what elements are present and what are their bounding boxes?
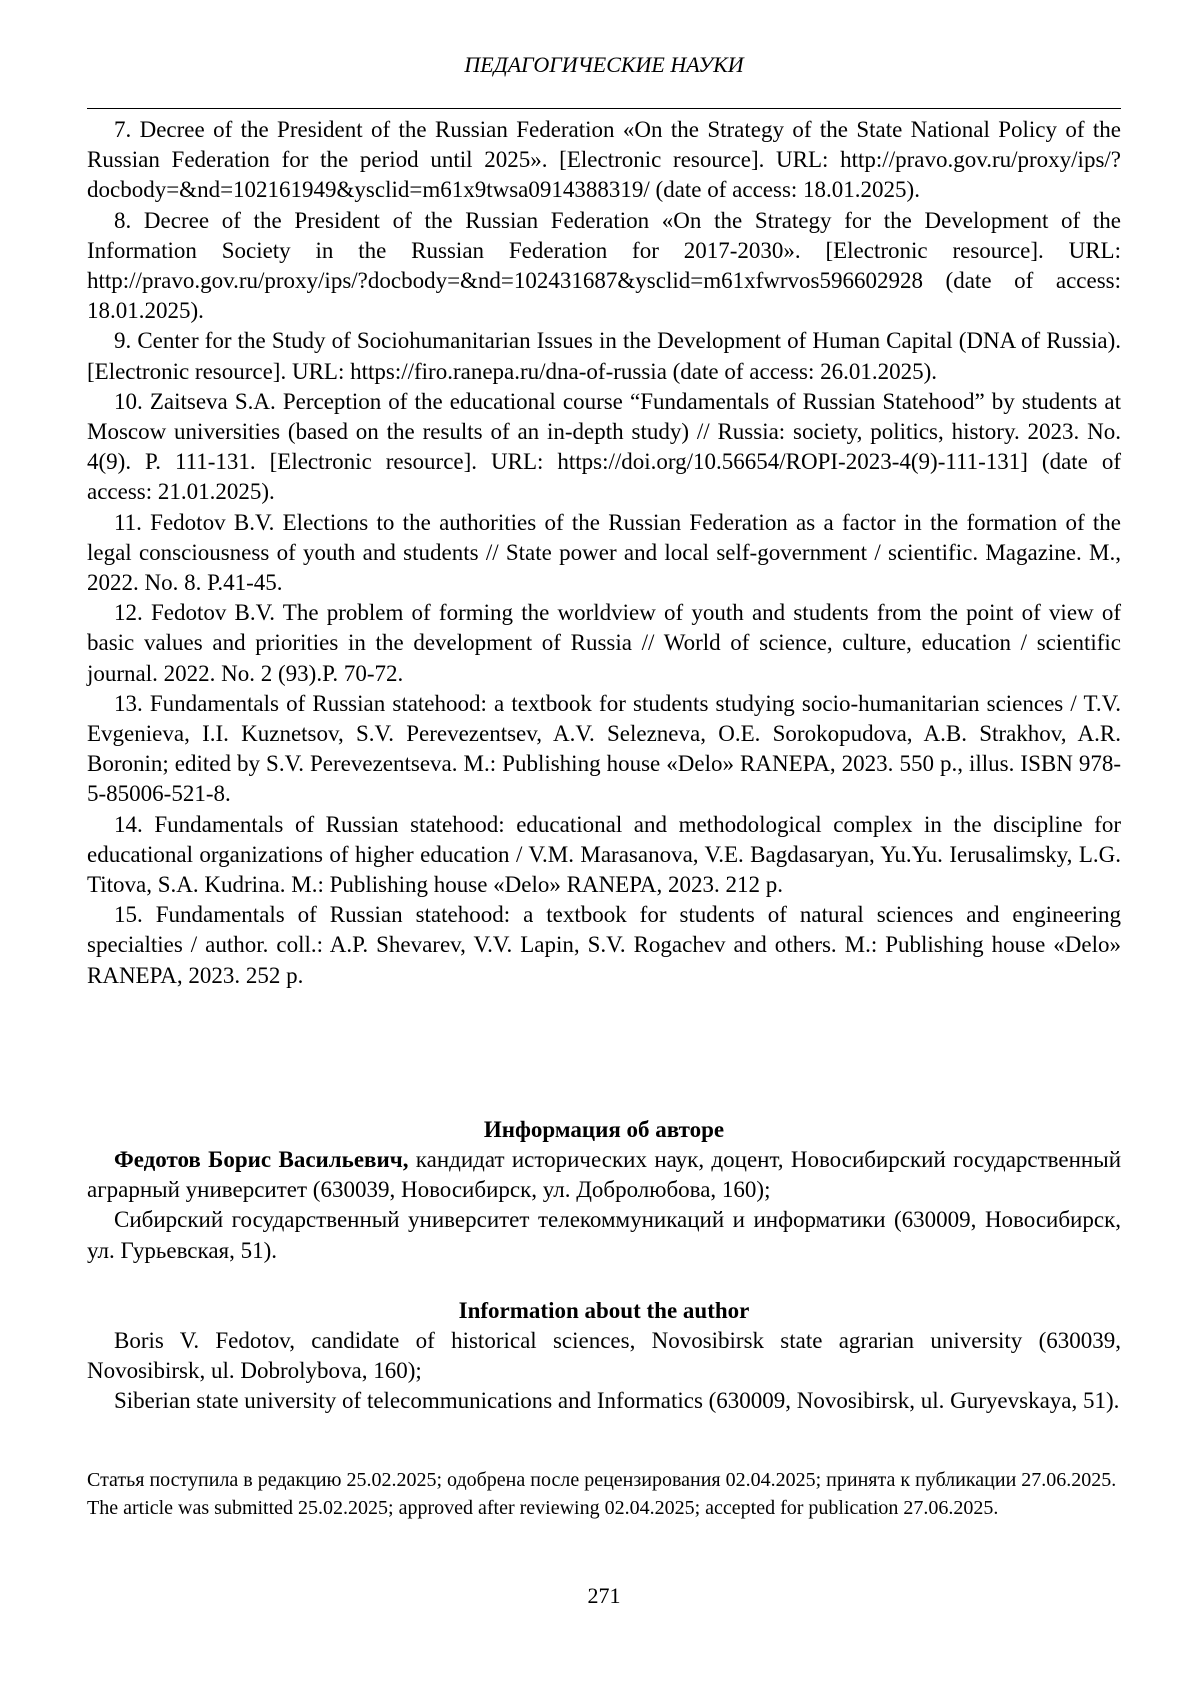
publication-note-ru: Статья поступила в редакцию 25.02.2025; одобрена после рецензирования 02.04.2025; принята к публикации 27.06.2025. [87, 1469, 1117, 1491]
author-info-ru-title: Информация об авторе [483, 1117, 725, 1142]
reference-item-8: 8. Decree of the President of the Russian Federation «On the Strategy for the Development of the Information Society in the Russian Federation for 2017-2030». [Electronic resource]. URL: http://pravo.gov.ru/proxy/ips/?docbody=&nd=102431687&ysclid=m61xfwrvos596602928 (date of access: 18.01.2025). [87, 207, 1121, 324]
author-info-ru-paragraph-1 [87, 1145, 1121, 1205]
running-header: ПЕДАГОГИЧЕСКИЕ НАУКИ [464, 52, 744, 77]
author-affiliation-ru-2: Сибирский государственный университет телекоммуникаций и информатики (630009, Новосибирск, ул. Гурьевская, 51). [87, 1207, 1121, 1263]
reference-item-11: 11. Fedotov B.V. Elections to the authorities of the Russian Federation as a factor in the formation of the legal consciousness of youth and students // State power and local self-government / scientific. Magazine. M., 2022. No. 8. P.41-45. [87, 509, 1121, 596]
author-affiliation-en-1: Boris V. Fedotov, candidate of historical sciences, Novosibirsk state agrarian university (630039, Novosibirsk, ul. Dobrolybova, 160); [87, 1328, 1121, 1384]
author-affiliation-ru-1: кандидат исторических наук, доцент, Новосибирский государственный аграрный университет (630039, Новосибирск, ул. Добролюбова, 160); [87, 1147, 1121, 1203]
reference-item-13: 13. Fundamentals of Russian statehood: a textbook for students studying socio-humanitarian sciences / T.V. Evgenieva, I.I. Kuznetsov, S.V. Perevezentsev, A.V. Selezneva, O.E. Sorokopudova, A.B. Strakhov, A.R. Boronin; edited by S.V. Perevezentseva. M.: Publishing house «Delo» RANEPA, 2023. 550 p., illus. ISBN 978-5-85006-521-8. [87, 690, 1121, 807]
author-info-ru [87, 1115, 1121, 1266]
reference-item-12: 12. Fedotov B.V. The problem of forming the worldview of youth and students from the point of view of basic values and priorities in the development of Russia // World of science, culture, education / scientific journal. 2022. No. 2 (93).P. 70-72. [87, 600, 1121, 686]
reference-item-10: 10. Zaitseva S.A. Perception of the educational course “Fundamentals of Russian Statehood” by students at Moscow universities (based on the results of an in-depth study) // Russia: society, politics, history. 2023. No. 4(9). P. 111-131. [Electronic resource]. URL: https://doi.org/10.56654/ROPI-2023-4(9)-111-131] (date of access: 21.01.2025). [87, 388, 1121, 505]
header-rule [87, 108, 1121, 109]
page-number: 271 [587, 1583, 621, 1608]
reference-list [87, 115, 1121, 991]
reference-item-9: 9. Center for the Study of Sociohumanitarian Issues in the Development of Human Capital (DNA of Russia). [Electronic resource]. URL: https://firo.ranepa.ru/dna-of-russia (date of access: 26.01.2025). [87, 328, 1121, 384]
author-info-en [87, 1296, 1121, 1417]
author-affiliation-en-2: Siberian state university of telecommunications and Informatics (630009, Novosibirsk, ul. Guryevskaya, 51). [114, 1388, 1120, 1414]
publication-notes [87, 1466, 1121, 1522]
reference-item-15: 15. Fundamentals of Russian statehood: a textbook for students of natural sciences and engineering specialties / author. coll.: A.P. Shevarev, V.V. Lapin, S.V. Rogachev and others. M.: Publishing house «Delo» RANEPA, 2023. 252 p. [87, 902, 1121, 988]
publication-note-en: The article was submitted 25.02.2025; approved after reviewing 02.04.2025; accepted for publication 27.06.2025. [87, 1497, 999, 1519]
reference-item-7: 7. Decree of the President of the Russian Federation «On the Strategy of the State National Policy of the Russian Federation for the period until 2025». [Electronic resource]. URL: http://pravo.gov.ru/proxy/ips/?docbody=&nd=102161949&ysclid=m61x9twsa0914388319/ (date of access: 18.01.2025). [87, 117, 1121, 203]
author-name-ru: Федотов Борис Васильевич, [114, 1147, 409, 1172]
author-info-en-title: Information about the author [458, 1298, 750, 1323]
reference-item-14: 14. Fundamentals of Russian statehood: educational and methodological complex in the discipline for educational organizations of higher education / V.M. Marasanova, V.E. Bagdasaryan, Yu.Yu. Ierusalimsky, L.G. Titova, S.A. Kudrina. M.: Publishing house «Delo» RANEPA, 2023. 212 p. [87, 811, 1121, 898]
